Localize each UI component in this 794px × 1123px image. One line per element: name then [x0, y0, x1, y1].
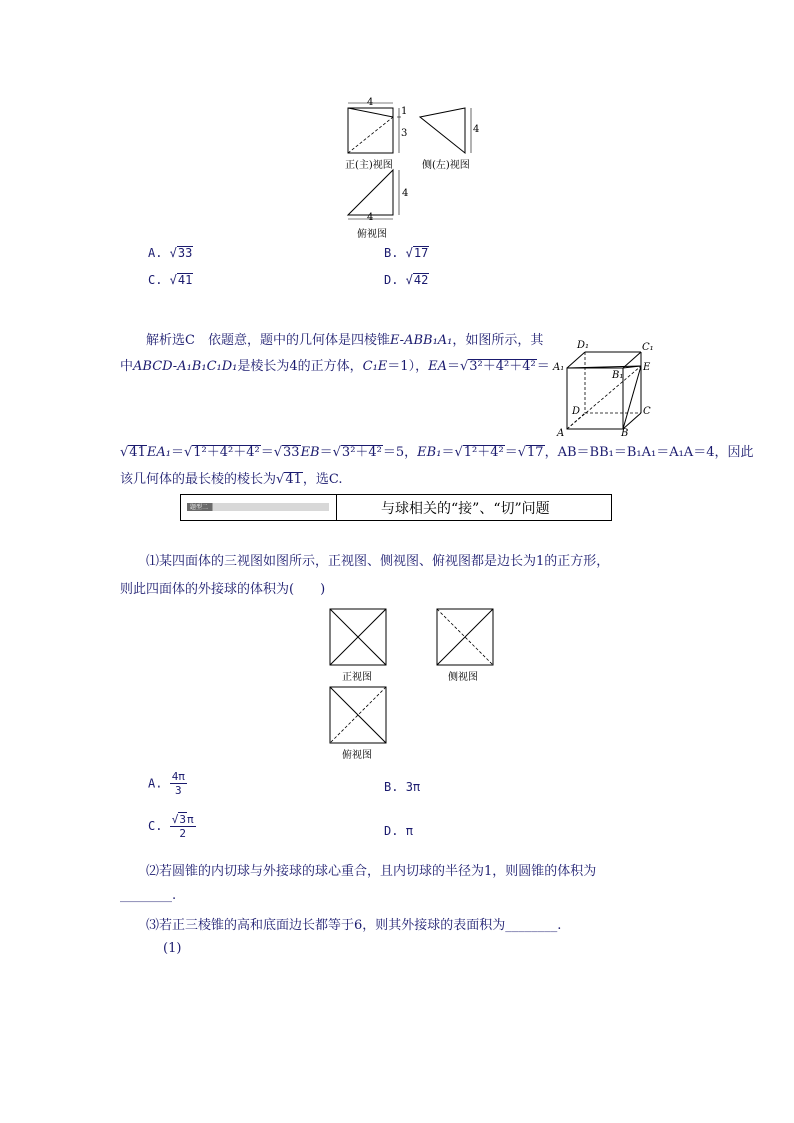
q1-dim-side: 4 — [473, 124, 480, 135]
cube-label-b1: B₁ — [612, 370, 624, 381]
cube-label-c1: C₁ — [642, 342, 654, 353]
q1-top-label: 俯视图 — [357, 229, 387, 240]
q2-option-c-fraction: $\frac{√3\pi}{2}$ — [171, 813, 194, 840]
analysis-line-4: 该几何体的最长棱的棱长为√41，选C. — [120, 472, 343, 487]
cube-label-c: C — [643, 406, 651, 417]
analysis-line-1: 解析选C 依题意，题中的几何体是四棱锥E-ABB₁A₁，如图所示，其 — [146, 333, 544, 348]
cube-label-a: A — [557, 428, 565, 439]
section-tag-box — [181, 495, 337, 520]
q1-option-b: B. √17 — [384, 246, 429, 260]
q1-front-label: 正(主)视图 — [345, 160, 393, 171]
q2-option-a-fraction: $\frac{4\pi}{3}$ — [171, 770, 185, 797]
q3-line-2: ________. — [120, 888, 177, 903]
cube-label-a1: A₁ — [553, 362, 565, 373]
q1-option-a: A. √33 — [148, 246, 193, 260]
q1-dim-top-view-right: 4 — [402, 188, 409, 199]
q1-dim-right-b: 3 — [401, 128, 408, 139]
q2-front-label: 正视图 — [342, 672, 372, 683]
q2-option-d: D. π — [384, 824, 413, 838]
q2-top-label: 俯视图 — [342, 750, 372, 761]
analysis-line-2: 中ABCD-A₁B₁C₁D₁是棱长为4的正方体，C₁E＝1），EA＝√3²＋4²＋4²＝ — [120, 359, 550, 374]
section-tag-bar — [187, 503, 329, 511]
section-title: 与球相关的“接”、“切”问题 — [381, 501, 550, 517]
q2-line-1: ⑴某四面体的三视图如图所示，正视图、侧视图、俯视图都是边长为1的正方形， — [146, 554, 610, 569]
q2-option-b: B. 3π — [384, 780, 421, 794]
q1-option-d: D. √42 — [384, 273, 429, 287]
q2-side-label: 侧视图 — [448, 672, 478, 683]
q2-option-a: A. $\frac{4\pi}{3}$ — [148, 770, 185, 797]
q1-dim-top: 4 — [367, 97, 374, 108]
q2-option-c: C. $\frac{√3\pi}{2}$ — [148, 813, 194, 840]
q2-line-2: 则此四面体的外接球的体积为( ) — [120, 582, 326, 597]
cube-label-e: E — [643, 362, 651, 373]
cube-figure — [555, 340, 655, 440]
q1-dim-top-view-bottom: 4 — [367, 212, 374, 223]
q1-dim-right-a: 1 — [401, 106, 408, 117]
section-tag: 题型二 — [190, 504, 209, 511]
q4-line-1: ⑶若正三棱锥的高和底面边长都等于6，则其外接球的表面积为________. — [146, 918, 562, 933]
answer-start: (1) — [163, 941, 182, 956]
cube-label-b: B — [621, 428, 629, 439]
cube-label-d: D — [572, 406, 581, 417]
cube-label-d1: D₁ — [577, 340, 590, 351]
analysis-line-3: √41EA₁＝√1²＋4²＋4²＝√33EB＝√3²＋4²＝5，EB₁＝√1²＋4²＝√17，AB＝BB₁＝B₁A₁＝A₁A＝4，因此 — [120, 445, 754, 460]
q3-line-1: ⑵若圆锥的内切球与外接球的球心重合，且内切球的半径为1，则圆锥的体积为 — [146, 864, 597, 879]
q1-side-label: 侧(左)视图 — [422, 160, 470, 171]
q1-option-c: C. √41 — [148, 273, 193, 287]
section-header — [180, 494, 612, 521]
